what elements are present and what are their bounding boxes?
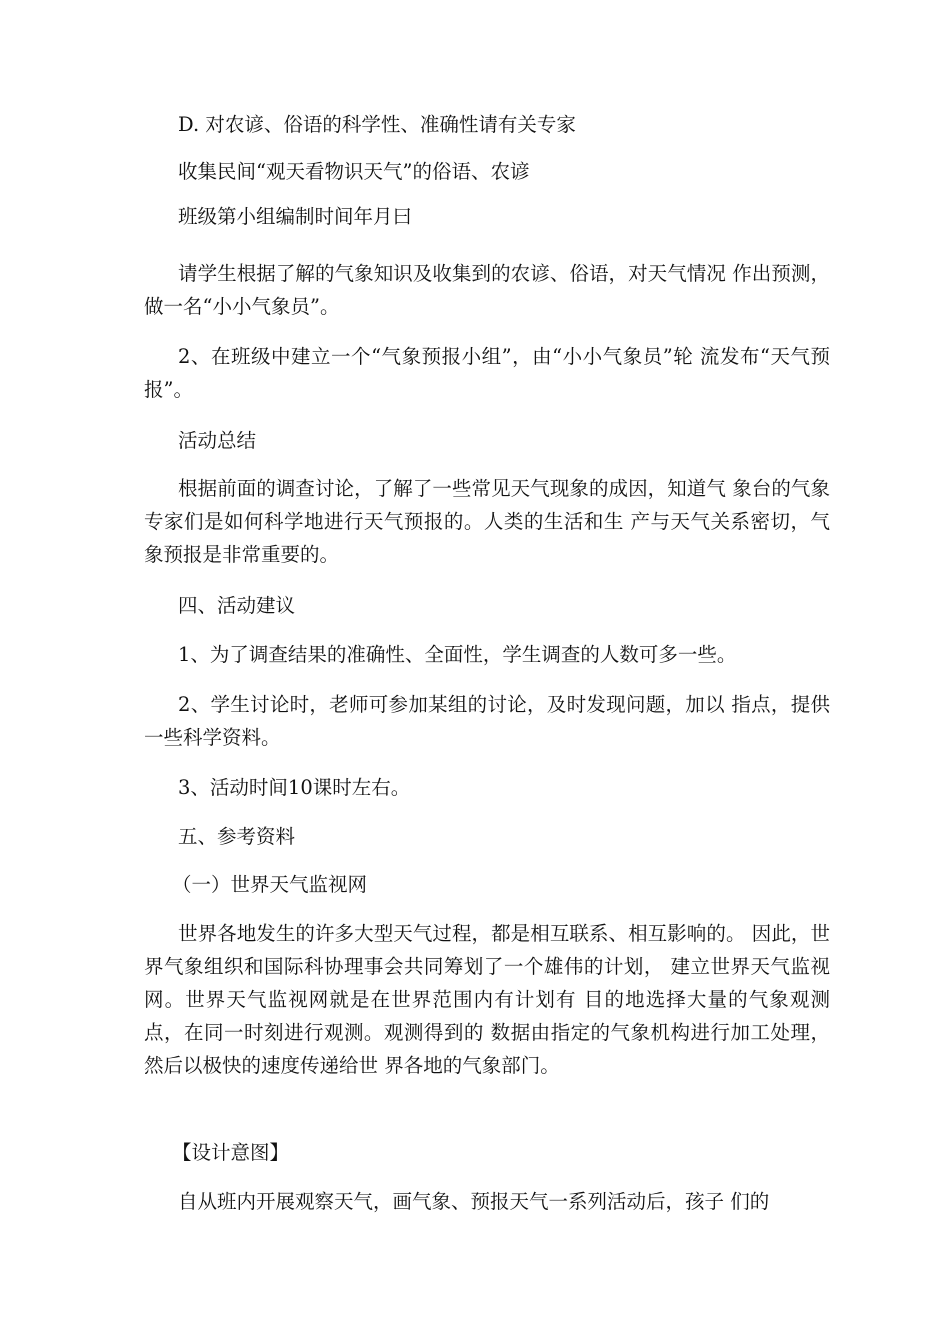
paragraph-design-intent-text: 自从班内开展观察天气，画气象、预报天气一系列活动后，孩子 们的 [178,1190,770,1213]
paragraph-forecast-group: 2、在班级中建立一个“气象预报小组”，由“小小气象员”轮 流发布“天气预报”。 [144,345,830,401]
heading-references: 五、参考资料 [178,825,296,848]
paragraph-suggestion-2: 2、学生讨论时，老师可参加某组的讨论，及时发现问题，加以 指点，提供一些科学资料。 [144,693,830,749]
paragraph-suggestion-1: 1、为了调查结果的准确性、全面性，学生调查的人数可多一些。 [178,643,737,666]
paragraph-class-group-info: 班级第小组编制时间年月曰 [178,205,413,228]
heading-activity-suggestions: 四、活动建议 [178,594,296,617]
paragraph-summary-text: 根据前面的调查讨论，了解了一些常见天气现象的成因，知道气 象台的气象专家们是如何科学地进行天气预报的。人类的生活和生 产与天气关系密切，气象预报是非常重要的。 [144,477,830,566]
paragraph-weather-forecast-task: 请学生根据了解的气象知识及收集到的农谚、俗语，对天气情况 作出预测，做一名“小小气象员”。 [144,262,830,318]
heading-world-weather-watch: （一）世界天气监视网 [172,873,368,896]
paragraph-collect-sayings: 收集民间“观天看物识天气”的俗语、农谚 [178,160,530,183]
paragraph-suggestion-3: 3、活动时间10课时左右。 [178,776,411,799]
paragraph-expert-verify: D. 对农谚、俗语的科学性、准确性请有关专家 [178,113,576,136]
heading-activity-summary: 活动总结 [178,429,257,452]
heading-design-intent: 【设计意图】 [172,1141,290,1164]
paragraph-world-weather-watch: 世界各地发生的许多大型天气过程，都是相互联系、相互影响的。 因此，世界气象组织和国际科协理事会共同筹划了一个雄伟的计划， 建立世界天气监视网。世界天气监视网就是在世界范围内有计划有 目的地选择大量的气象观测点，在同一时刻进行观测。观测得到的 数据由指定的气象机构进行加工处理，然后以极快的速度传递给世 界各地的气象部门。 [144,922,830,1077]
